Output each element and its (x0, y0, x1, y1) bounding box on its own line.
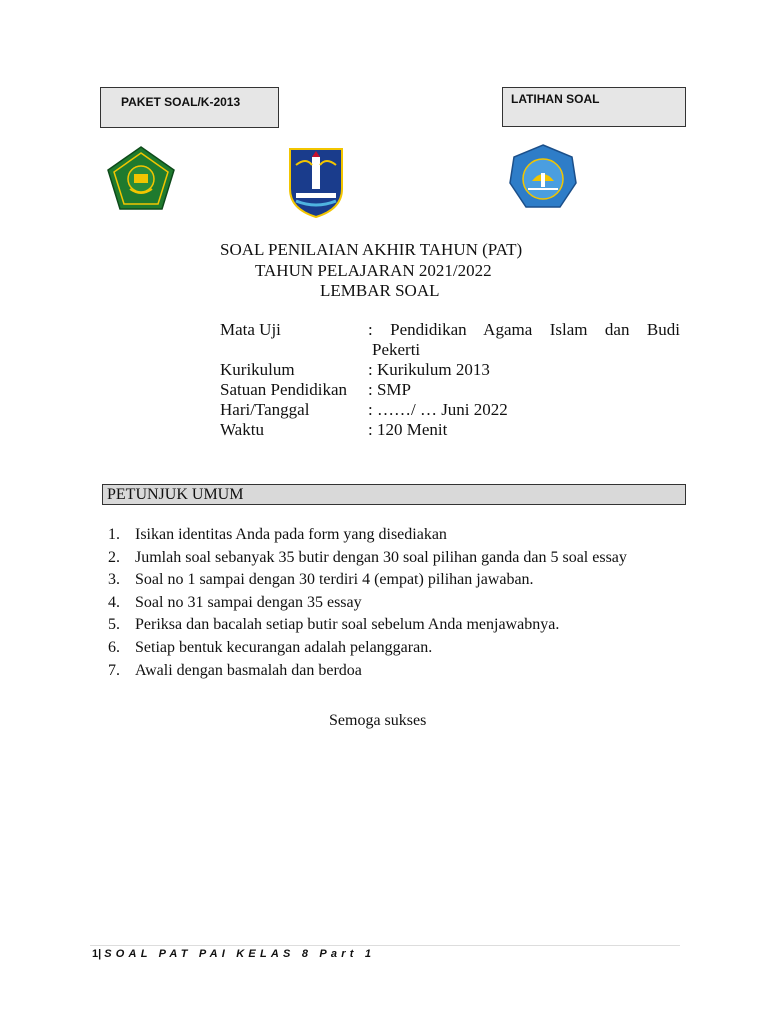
item-text: Soal no 31 sampai dengan 35 essay (135, 593, 362, 611)
title-line-1: SOAL PENILAIAN AKHIR TAHUN (PAT) (220, 240, 523, 259)
hari-tanggal-value: : ……/ … Juni 2022 (368, 400, 508, 419)
list-item (108, 637, 627, 660)
kemenag-logo (106, 145, 176, 211)
page-number: 1| (92, 948, 102, 960)
exam-info-table (220, 320, 680, 440)
item-number: 4. (108, 593, 120, 611)
jawa-timur-logo (286, 143, 346, 219)
closing-text: Semoga sukses (329, 712, 427, 729)
list-item (108, 547, 627, 570)
item-text: Jumlah soal sebanyak 35 butir dengan 30 soal pilihan ganda dan 5 soal essay (135, 548, 627, 566)
mata-uji-value-cont: Pekerti (372, 340, 421, 359)
item-number: 3. (108, 571, 120, 589)
item-text: Periksa dan bacalah setiap butir soal sebelum Anda menjawabnya. (135, 616, 560, 634)
kurikulum-label: Kurikulum (220, 360, 295, 379)
mata-uji-value: : Pendidikan Agama Islam dan Budi (368, 320, 680, 339)
item-text: Soal no 1 sampai dengan 30 terdiri 4 (empat) pilihan jawaban. (135, 571, 534, 589)
hari-tanggal-label: Hari/Tanggal (220, 400, 310, 419)
mata-uji-label: Mata Uji (220, 320, 281, 339)
info-row-satuan (220, 380, 680, 400)
item-number: 2. (108, 548, 120, 566)
list-item (108, 614, 627, 637)
waktu-label: Waktu (220, 420, 264, 439)
info-row-waktu (220, 420, 680, 440)
item-number: 1. (108, 526, 120, 543)
info-row-kurikulum (220, 360, 680, 380)
latihan-soal-label: LATIHAN SOAL (511, 92, 600, 106)
list-item (108, 524, 627, 547)
paket-soal-box (100, 87, 279, 128)
title-line-2: TAHUN PELAJARAN 2021/2022 (255, 261, 492, 280)
petunjuk-umum-label: PETUNJUK UMUM (107, 486, 244, 503)
info-row-mata-uji (220, 320, 680, 360)
footer-text: SOAL PAT PAI KELAS 8 Part 1 (104, 948, 376, 960)
title-line-3: LEMBAR SOAL (320, 281, 440, 300)
paket-soal-label: PAKET SOAL/K-2013 (121, 95, 241, 109)
petunjuk-umum-heading (102, 484, 686, 505)
item-text: Awali dengan basmalah dan berdoa (135, 661, 362, 679)
kurikulum-value: : Kurikulum 2013 (368, 360, 490, 379)
list-item (108, 569, 627, 592)
item-text: Isikan identitas Anda pada form yang disediakan (135, 526, 447, 543)
instruction-list (108, 524, 627, 682)
satuan-pendidikan-label: Satuan Pendidikan (220, 380, 348, 399)
satuan-pendidikan-value: : SMP (368, 380, 411, 399)
item-number: 6. (108, 638, 120, 656)
item-number: 5. (108, 616, 120, 634)
item-text: Setiap bentuk kecurangan adalah pelanggaran. (135, 638, 433, 656)
info-row-hari (220, 400, 680, 420)
latihan-soal-box (502, 87, 686, 127)
tut-wuri-handayani-logo (508, 143, 578, 213)
list-item (108, 660, 627, 683)
page-footer (92, 948, 375, 960)
list-item (108, 592, 627, 615)
footer-divider (90, 945, 680, 946)
item-number: 7. (108, 661, 120, 679)
waktu-value: : 120 Menit (368, 420, 448, 439)
